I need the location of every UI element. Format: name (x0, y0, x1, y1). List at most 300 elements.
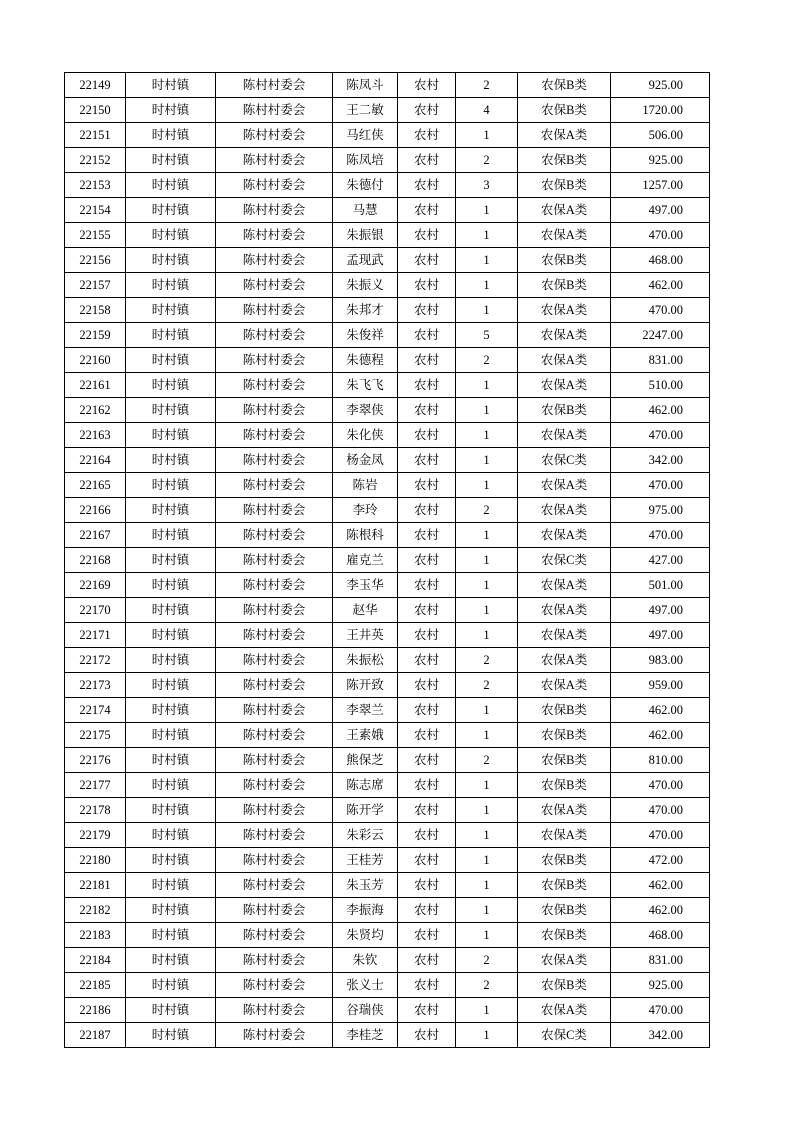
table-cell-record-id: 22160 (65, 348, 126, 373)
table-cell-record-id: 22163 (65, 423, 126, 448)
table-cell-person-name: 朱邦才 (333, 298, 398, 323)
table-cell-insurance-category: 农保B类 (518, 773, 611, 798)
table-cell-household-type: 农村 (398, 498, 456, 523)
table-cell-household-type: 农村 (398, 223, 456, 248)
table-cell-record-id: 22184 (65, 948, 126, 973)
table-cell-record-id: 22159 (65, 323, 126, 348)
table-cell-town: 时村镇 (126, 848, 216, 873)
table-cell-insurance-category: 农保A类 (518, 648, 611, 673)
table-cell-town: 时村镇 (126, 923, 216, 948)
table-row (65, 948, 710, 973)
table-cell-record-id: 22168 (65, 548, 126, 573)
table-cell-record-id: 22175 (65, 723, 126, 748)
table-cell-amount: 810.00 (611, 748, 710, 773)
table-cell-person-name: 朱振义 (333, 273, 398, 298)
table-cell-village-committee: 陈村村委会 (216, 198, 333, 223)
table-cell-insurance-category: 农保A类 (518, 948, 611, 973)
table-cell-village-committee: 陈村村委会 (216, 923, 333, 948)
table-cell-record-id: 22154 (65, 198, 126, 223)
table-cell-person-name: 张义士 (333, 973, 398, 998)
table-cell-amount: 2247.00 (611, 323, 710, 348)
table-cell-person-count: 2 (456, 748, 518, 773)
table-cell-record-id: 22153 (65, 173, 126, 198)
table-row (65, 523, 710, 548)
table-cell-insurance-category: 农保B类 (518, 248, 611, 273)
table-cell-town: 时村镇 (126, 673, 216, 698)
table-cell-person-name: 陈根科 (333, 523, 398, 548)
table-cell-person-name: 王桂芳 (333, 848, 398, 873)
table-cell-household-type: 农村 (398, 748, 456, 773)
table-cell-person-name: 朱德付 (333, 173, 398, 198)
table-cell-person-name: 李玉华 (333, 573, 398, 598)
table-row (65, 223, 710, 248)
table-cell-household-type: 农村 (398, 273, 456, 298)
table-row (65, 798, 710, 823)
table-cell-town: 时村镇 (126, 173, 216, 198)
table-cell-village-committee: 陈村村委会 (216, 248, 333, 273)
table-cell-person-count: 2 (456, 648, 518, 673)
table-cell-amount: 470.00 (611, 223, 710, 248)
table-cell-person-count: 2 (456, 348, 518, 373)
table-cell-town: 时村镇 (126, 773, 216, 798)
table-cell-person-count: 1 (456, 273, 518, 298)
table-row (65, 473, 710, 498)
table-cell-record-id: 22182 (65, 898, 126, 923)
table-row (65, 623, 710, 648)
table-cell-village-committee: 陈村村委会 (216, 698, 333, 723)
table-cell-amount: 497.00 (611, 598, 710, 623)
table-cell-insurance-category: 农保A类 (518, 373, 611, 398)
table-row (65, 823, 710, 848)
table-cell-insurance-category: 农保A类 (518, 798, 611, 823)
table-cell-insurance-category: 农保B类 (518, 973, 611, 998)
table-cell-person-count: 1 (456, 573, 518, 598)
table-cell-person-name: 朱振银 (333, 223, 398, 248)
table-cell-town: 时村镇 (126, 98, 216, 123)
table-cell-amount: 470.00 (611, 473, 710, 498)
table-row (65, 323, 710, 348)
table-cell-person-count: 1 (456, 1023, 518, 1048)
table-row (65, 423, 710, 448)
table-cell-insurance-category: 农保A类 (518, 473, 611, 498)
table-cell-insurance-category: 农保A类 (518, 348, 611, 373)
table-cell-person-name: 李玲 (333, 498, 398, 523)
table-cell-record-id: 22179 (65, 823, 126, 848)
table-cell-household-type: 农村 (398, 998, 456, 1023)
table-cell-village-committee: 陈村村委会 (216, 423, 333, 448)
table-row (65, 1023, 710, 1048)
table-cell-insurance-category: 农保B类 (518, 898, 611, 923)
table-cell-amount: 468.00 (611, 923, 710, 948)
table-cell-village-committee: 陈村村委会 (216, 498, 333, 523)
table-cell-record-id: 22166 (65, 498, 126, 523)
table-cell-household-type: 农村 (398, 448, 456, 473)
table-row (65, 123, 710, 148)
table-row (65, 848, 710, 873)
table-cell-person-name: 朱贤均 (333, 923, 398, 948)
table-cell-person-name: 陈开学 (333, 798, 398, 823)
table-cell-insurance-category: 农保B类 (518, 73, 611, 98)
table-cell-household-type: 农村 (398, 823, 456, 848)
table-cell-town: 时村镇 (126, 723, 216, 748)
table-cell-town: 时村镇 (126, 698, 216, 723)
table-cell-household-type: 农村 (398, 123, 456, 148)
table-cell-person-count: 1 (456, 473, 518, 498)
table-cell-record-id: 22167 (65, 523, 126, 548)
table-cell-village-committee: 陈村村委会 (216, 948, 333, 973)
table-cell-insurance-category: 农保B类 (518, 873, 611, 898)
table-cell-amount: 470.00 (611, 823, 710, 848)
table-cell-village-committee: 陈村村委会 (216, 348, 333, 373)
table-cell-household-type: 农村 (398, 248, 456, 273)
table-cell-amount: 925.00 (611, 973, 710, 998)
table-cell-village-committee: 陈村村委会 (216, 323, 333, 348)
table-row (65, 73, 710, 98)
table-cell-record-id: 22187 (65, 1023, 126, 1048)
table-cell-record-id: 22162 (65, 398, 126, 423)
table-cell-household-type: 农村 (398, 398, 456, 423)
table-cell-insurance-category: 农保B类 (518, 398, 611, 423)
table-cell-town: 时村镇 (126, 148, 216, 173)
table-cell-insurance-category: 农保B类 (518, 273, 611, 298)
table-cell-record-id: 22151 (65, 123, 126, 148)
table-cell-village-committee: 陈村村委会 (216, 273, 333, 298)
table-row (65, 723, 710, 748)
table-cell-person-count: 4 (456, 98, 518, 123)
table-cell-household-type: 农村 (398, 148, 456, 173)
table-cell-amount: 470.00 (611, 423, 710, 448)
table-cell-town: 时村镇 (126, 323, 216, 348)
table-cell-insurance-category: 农保C类 (518, 548, 611, 573)
table-cell-insurance-category: 农保A类 (518, 623, 611, 648)
table-cell-town: 时村镇 (126, 298, 216, 323)
table-row (65, 348, 710, 373)
table-cell-town: 时村镇 (126, 648, 216, 673)
table-cell-person-name: 朱飞飞 (333, 373, 398, 398)
table-cell-record-id: 22173 (65, 673, 126, 698)
table-cell-town: 时村镇 (126, 598, 216, 623)
table-cell-town: 时村镇 (126, 1023, 216, 1048)
table-cell-amount: 925.00 (611, 73, 710, 98)
table-cell-amount: 831.00 (611, 348, 710, 373)
table-cell-amount: 470.00 (611, 798, 710, 823)
table-cell-village-committee: 陈村村委会 (216, 148, 333, 173)
table-row (65, 748, 710, 773)
table-cell-amount: 470.00 (611, 998, 710, 1023)
table-cell-village-committee: 陈村村委会 (216, 623, 333, 648)
table-cell-insurance-category: 农保C类 (518, 448, 611, 473)
table-cell-insurance-category: 农保C类 (518, 1023, 611, 1048)
table-cell-town: 时村镇 (126, 898, 216, 923)
table-cell-person-name: 陈岩 (333, 473, 398, 498)
table-cell-person-name: 杨金凤 (333, 448, 398, 473)
table-cell-person-count: 1 (456, 873, 518, 898)
table-cell-record-id: 22174 (65, 698, 126, 723)
table-cell-household-type: 农村 (398, 923, 456, 948)
table-cell-amount: 1720.00 (611, 98, 710, 123)
table-cell-household-type: 农村 (398, 848, 456, 873)
table-cell-record-id: 22164 (65, 448, 126, 473)
table-cell-village-committee: 陈村村委会 (216, 1023, 333, 1048)
table-cell-amount: 497.00 (611, 623, 710, 648)
table-row (65, 873, 710, 898)
table-cell-person-count: 1 (456, 523, 518, 548)
table-cell-person-count: 1 (456, 823, 518, 848)
table-cell-town: 时村镇 (126, 123, 216, 148)
table-row (65, 923, 710, 948)
table-cell-person-count: 1 (456, 998, 518, 1023)
table-cell-person-name: 李翠兰 (333, 698, 398, 723)
table-cell-town: 时村镇 (126, 873, 216, 898)
table-cell-person-count: 1 (456, 198, 518, 223)
table-cell-insurance-category: 农保B类 (518, 848, 611, 873)
table-cell-record-id: 22155 (65, 223, 126, 248)
table-cell-village-committee: 陈村村委会 (216, 573, 333, 598)
table-cell-person-count: 1 (456, 123, 518, 148)
table-cell-amount: 427.00 (611, 548, 710, 573)
table-cell-household-type: 农村 (398, 323, 456, 348)
table-cell-insurance-category: 农保A类 (518, 498, 611, 523)
table-cell-household-type: 农村 (398, 98, 456, 123)
table-cell-amount: 472.00 (611, 848, 710, 873)
table-cell-person-name: 马慧 (333, 198, 398, 223)
table-cell-village-committee: 陈村村委会 (216, 73, 333, 98)
table-cell-village-committee: 陈村村委会 (216, 598, 333, 623)
table-cell-record-id: 22150 (65, 98, 126, 123)
table-cell-person-name: 李振海 (333, 898, 398, 923)
table-cell-household-type: 农村 (398, 198, 456, 223)
table-cell-insurance-category: 农保A类 (518, 998, 611, 1023)
table-cell-amount: 470.00 (611, 523, 710, 548)
table-cell-record-id: 22183 (65, 923, 126, 948)
table-cell-amount: 462.00 (611, 873, 710, 898)
table-cell-insurance-category: 农保B类 (518, 148, 611, 173)
table-cell-insurance-category: 农保B类 (518, 698, 611, 723)
table-cell-household-type: 农村 (398, 298, 456, 323)
table-cell-household-type: 农村 (398, 898, 456, 923)
table-cell-record-id: 22186 (65, 998, 126, 1023)
table-cell-household-type: 农村 (398, 473, 456, 498)
table-cell-amount: 497.00 (611, 198, 710, 223)
table-cell-person-count: 2 (456, 148, 518, 173)
table-cell-insurance-category: 农保B类 (518, 173, 611, 198)
table-row (65, 973, 710, 998)
table-cell-record-id: 22156 (65, 248, 126, 273)
table-row (65, 773, 710, 798)
table-cell-insurance-category: 农保B类 (518, 723, 611, 748)
table-cell-person-count: 2 (456, 498, 518, 523)
table-cell-household-type: 农村 (398, 973, 456, 998)
table-cell-person-count: 1 (456, 848, 518, 873)
table-cell-person-name: 王井英 (333, 623, 398, 648)
table-cell-household-type: 农村 (398, 173, 456, 198)
table-row (65, 698, 710, 723)
table-cell-amount: 462.00 (611, 723, 710, 748)
table-cell-town: 时村镇 (126, 823, 216, 848)
table-cell-record-id: 22181 (65, 873, 126, 898)
table-cell-town: 时村镇 (126, 548, 216, 573)
table-cell-record-id: 22165 (65, 473, 126, 498)
table-cell-amount: 925.00 (611, 148, 710, 173)
table-cell-town: 时村镇 (126, 248, 216, 273)
table-cell-town: 时村镇 (126, 423, 216, 448)
table-cell-household-type: 农村 (398, 1023, 456, 1048)
table-row (65, 198, 710, 223)
table-cell-person-count: 1 (456, 623, 518, 648)
table-cell-insurance-category: 农保A类 (518, 598, 611, 623)
table-cell-person-count: 1 (456, 248, 518, 273)
table-cell-amount: 468.00 (611, 248, 710, 273)
table-cell-household-type: 农村 (398, 873, 456, 898)
table-cell-town: 时村镇 (126, 473, 216, 498)
table-cell-town: 时村镇 (126, 223, 216, 248)
table-cell-person-name: 赵华 (333, 598, 398, 623)
table-cell-person-name: 陈志席 (333, 773, 398, 798)
table-cell-record-id: 22158 (65, 298, 126, 323)
table-cell-person-name: 李桂芝 (333, 1023, 398, 1048)
table-cell-amount: 462.00 (611, 898, 710, 923)
table-cell-person-count: 1 (456, 223, 518, 248)
table-cell-amount: 959.00 (611, 673, 710, 698)
table-cell-amount: 342.00 (611, 1023, 710, 1048)
table-row (65, 498, 710, 523)
table-row (65, 98, 710, 123)
table-cell-town: 时村镇 (126, 73, 216, 98)
table-row (65, 673, 710, 698)
table-cell-amount: 462.00 (611, 698, 710, 723)
table-cell-insurance-category: 农保B类 (518, 923, 611, 948)
table-row (65, 898, 710, 923)
table-row (65, 298, 710, 323)
table-cell-amount: 342.00 (611, 448, 710, 473)
table-cell-amount: 501.00 (611, 573, 710, 598)
table-cell-person-name: 王素娥 (333, 723, 398, 748)
table-cell-person-count: 2 (456, 73, 518, 98)
table-cell-person-name: 朱彩云 (333, 823, 398, 848)
table-cell-record-id: 22172 (65, 648, 126, 673)
table-row (65, 573, 710, 598)
table-cell-person-name: 陈凤培 (333, 148, 398, 173)
table-cell-amount: 1257.00 (611, 173, 710, 198)
table-cell-insurance-category: 农保A类 (518, 823, 611, 848)
table-cell-village-committee: 陈村村委会 (216, 548, 333, 573)
table-cell-person-name: 朱振松 (333, 648, 398, 673)
table-cell-village-committee: 陈村村委会 (216, 373, 333, 398)
table-cell-insurance-category: 农保A类 (518, 298, 611, 323)
table-row (65, 173, 710, 198)
table-cell-person-count: 1 (456, 373, 518, 398)
table-cell-person-name: 雇克兰 (333, 548, 398, 573)
table-cell-amount: 831.00 (611, 948, 710, 973)
table-cell-town: 时村镇 (126, 498, 216, 523)
table-cell-person-name: 马红侠 (333, 123, 398, 148)
table-cell-record-id: 22178 (65, 798, 126, 823)
table-cell-insurance-category: 农保A类 (518, 223, 611, 248)
table-cell-town: 时村镇 (126, 523, 216, 548)
table-cell-person-count: 1 (456, 773, 518, 798)
table-row (65, 273, 710, 298)
table-cell-village-committee: 陈村村委会 (216, 123, 333, 148)
table-cell-person-name: 朱钦 (333, 948, 398, 973)
table-cell-person-count: 2 (456, 948, 518, 973)
table-cell-amount: 506.00 (611, 123, 710, 148)
table-cell-person-name: 朱德程 (333, 348, 398, 373)
table-cell-amount: 983.00 (611, 648, 710, 673)
table-cell-person-name: 李翠侠 (333, 398, 398, 423)
table-cell-village-committee: 陈村村委会 (216, 798, 333, 823)
table-cell-town: 时村镇 (126, 273, 216, 298)
table-cell-insurance-category: 农保A类 (518, 198, 611, 223)
table-cell-town: 时村镇 (126, 623, 216, 648)
table-cell-insurance-category: 农保A类 (518, 523, 611, 548)
table-body (65, 73, 710, 1048)
table-cell-village-committee: 陈村村委会 (216, 223, 333, 248)
table-cell-person-name: 熊保芝 (333, 748, 398, 773)
table-cell-village-committee: 陈村村委会 (216, 723, 333, 748)
table-cell-insurance-category: 农保B类 (518, 98, 611, 123)
table-cell-household-type: 农村 (398, 523, 456, 548)
table-cell-household-type: 农村 (398, 423, 456, 448)
table-cell-town: 时村镇 (126, 573, 216, 598)
table-cell-town: 时村镇 (126, 198, 216, 223)
table-row (65, 248, 710, 273)
table-cell-village-committee: 陈村村委会 (216, 398, 333, 423)
table-cell-insurance-category: 农保A类 (518, 123, 611, 148)
table-cell-village-committee: 陈村村委会 (216, 848, 333, 873)
table-cell-town: 时村镇 (126, 748, 216, 773)
table-cell-person-count: 2 (456, 673, 518, 698)
table-cell-village-committee: 陈村村委会 (216, 673, 333, 698)
table-cell-village-committee: 陈村村委会 (216, 98, 333, 123)
table-cell-person-count: 1 (456, 423, 518, 448)
table-cell-record-id: 22185 (65, 973, 126, 998)
table-cell-record-id: 22152 (65, 148, 126, 173)
table-cell-amount: 462.00 (611, 273, 710, 298)
table-cell-insurance-category: 农保A类 (518, 673, 611, 698)
table-cell-person-count: 1 (456, 598, 518, 623)
table-cell-insurance-category: 农保A类 (518, 323, 611, 348)
table-cell-amount: 510.00 (611, 373, 710, 398)
table-cell-village-committee: 陈村村委会 (216, 898, 333, 923)
table-cell-town: 时村镇 (126, 373, 216, 398)
table-cell-town: 时村镇 (126, 948, 216, 973)
table-cell-town: 时村镇 (126, 973, 216, 998)
table-cell-village-committee: 陈村村委会 (216, 748, 333, 773)
table-cell-village-committee: 陈村村委会 (216, 448, 333, 473)
table-cell-village-committee: 陈村村委会 (216, 298, 333, 323)
table-cell-household-type: 农村 (398, 348, 456, 373)
table-cell-record-id: 22161 (65, 373, 126, 398)
table-cell-town: 时村镇 (126, 798, 216, 823)
table-row (65, 598, 710, 623)
table-cell-person-count: 1 (456, 298, 518, 323)
table-cell-amount: 470.00 (611, 773, 710, 798)
table-cell-person-count: 1 (456, 798, 518, 823)
table-cell-village-committee: 陈村村委会 (216, 473, 333, 498)
table-row (65, 548, 710, 573)
table-cell-village-committee: 陈村村委会 (216, 973, 333, 998)
table-cell-person-count: 1 (456, 723, 518, 748)
table-cell-household-type: 农村 (398, 623, 456, 648)
table-cell-insurance-category: 农保B类 (518, 748, 611, 773)
table-cell-record-id: 22177 (65, 773, 126, 798)
table-cell-insurance-category: 农保A类 (518, 573, 611, 598)
table-cell-village-committee: 陈村村委会 (216, 873, 333, 898)
table-cell-person-name: 王二敏 (333, 98, 398, 123)
table-row (65, 373, 710, 398)
table-row (65, 648, 710, 673)
table-cell-person-count: 1 (456, 548, 518, 573)
